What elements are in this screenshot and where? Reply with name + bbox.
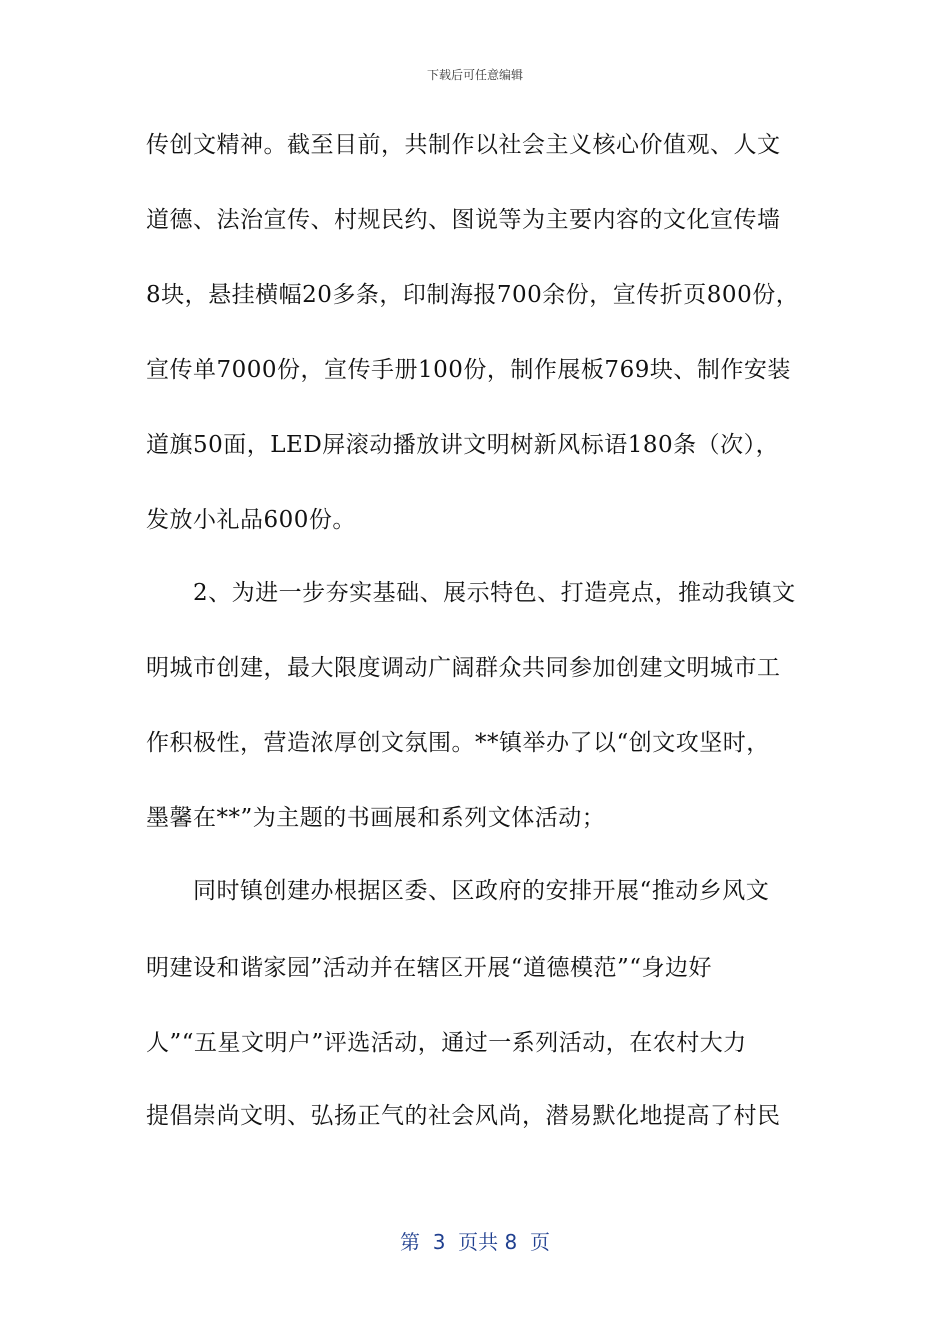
text-line: 道旗50面，LED屏滚动播放讲文明树新风标语180条（次），	[146, 432, 780, 458]
text-line: 作积极性，营造浓厚创文氛围。**镇举办了以“创文攻坚时，	[146, 730, 770, 756]
text-line: 2、为进一步夯实基础、展示特色、打造亮点，推动我镇文	[146, 580, 796, 606]
text-line: 8块，悬挂横幅20多条，印制海报700余份，宣传折页800份，	[146, 282, 800, 308]
text-line: 提倡崇尚文明、弘扬正气的社会风尚，潜易默化地提高了村民	[146, 1103, 781, 1129]
text-line: 宣传单7000份，宣传手册100份，制作展板769块、制作安装	[146, 357, 791, 383]
page-header: 下载后可任意编辑	[426, 68, 523, 82]
text-line: 同时镇创建办根据区委、区政府的安排开展“推动乡风文	[146, 878, 770, 904]
text-line: 人”“五星文明户”评选活动，通过一系列活动，在农村大力	[146, 1030, 747, 1056]
page-number-footer: 第 3 页共 8 页	[400, 1230, 550, 1254]
text-line: 传创文精神。截至目前，共制作以社会主义核心价值观、人文	[146, 132, 781, 158]
text-line: 墨馨在**”为主题的书画展和系列文体活动；	[146, 805, 606, 831]
text-line: 发放小礼品600份。	[146, 507, 356, 533]
text-line: 明城市创建，最大限度调动广阔群众共同参加创建文明城市工	[146, 655, 781, 681]
text-line: 明建设和谐家园”活动并在辖区开展“道德模范”“身边好	[146, 955, 713, 981]
text-line: 道德、法治宣传、村规民约、图说等为主要内容的文化宣传墙	[146, 207, 781, 233]
